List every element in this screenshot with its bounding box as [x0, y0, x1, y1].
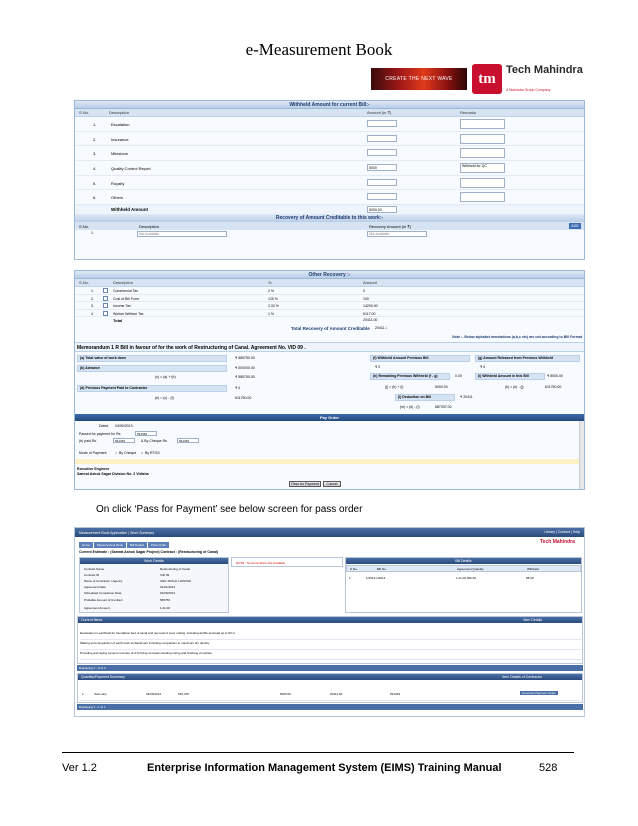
memo-a-value: ₹ 585750.00 — [235, 356, 255, 360]
summary-row — [80, 692, 585, 701]
memo-e-label: (e) = (c) - (f) — [155, 396, 174, 400]
other-recovery-screenshot — [74, 270, 585, 490]
or-col-pct: % — [268, 280, 272, 285]
amount-input[interactable] — [367, 120, 397, 127]
sum-cell: 536,705 — [178, 692, 189, 696]
other-recovery-row — [75, 287, 584, 295]
cheque-label: & By Cheque Rs. — [141, 439, 168, 443]
rec-col-desc: Description — [139, 223, 160, 229]
withheld-row — [75, 190, 584, 205]
item-desc: Providing and laying cement concrete (1:2:4) lining of canal including curing and finishing of surface — [80, 651, 213, 655]
memo-h-value: 0.00 — [455, 374, 462, 378]
paid-label: (b) paid Rs. — [79, 439, 98, 443]
bd-col: Agreement Quantity — [457, 567, 484, 571]
radio-cheque-label: By Cheque — [119, 451, 137, 455]
mode-label: Mode of Payment — [79, 451, 107, 455]
note-row — [75, 332, 584, 342]
kv-label: Agreement Amount — [84, 606, 110, 610]
item-details-title: Item Details — [523, 618, 542, 622]
current-items-panel — [77, 616, 583, 664]
memo-j-value: 5000.00 — [435, 385, 448, 389]
other-recovery-row — [75, 310, 584, 318]
or-pct: 2.32 % — [268, 304, 279, 308]
row-desc: Royalty — [111, 180, 125, 186]
remark-input[interactable] — [460, 148, 505, 158]
kv-label: Contract ID — [84, 573, 100, 577]
memo-l-value: ₹ 20411 — [460, 395, 473, 399]
remark-input[interactable] — [460, 134, 505, 144]
footer-page-number: 528 — [539, 762, 558, 774]
radio-rtgs-label: By RTGS — [145, 451, 160, 455]
tm-logo-text: Tech Mahindra — [506, 64, 583, 76]
withheld-row — [75, 132, 584, 147]
kv-value: Restructuring of Canal — [160, 567, 190, 571]
remark-input[interactable]: Withheld for QC — [460, 163, 505, 173]
sum-cell: 5000.00 — [280, 692, 291, 696]
kv-label: Scheduled Completion Date — [84, 591, 122, 595]
withheld-header — [75, 109, 584, 117]
note-text: Note :- Below alphabet annotations (a,b,c etc) are not according to Bill Format — [452, 335, 582, 339]
work-details-panel — [79, 557, 229, 613]
row-num: 2. — [93, 136, 97, 142]
memo-m-label: (m) = (k) - (l) — [400, 405, 420, 409]
app-topbar-title: Measurement Book Application | Work Summary — [79, 530, 155, 535]
radio-rtgs[interactable]: ○ — [141, 451, 144, 455]
amount-input[interactable] — [367, 149, 397, 156]
recovery-title: Recovery of Amount Creditable to this work:- — [75, 214, 584, 222]
sum-cell: 1. — [82, 692, 85, 696]
pay-order-bar: Pay Order — [75, 414, 584, 421]
current-items-header — [78, 617, 582, 623]
sum-cell: Summary — [94, 692, 107, 696]
item-row — [80, 641, 585, 650]
bd-cell: 1. — [349, 576, 352, 580]
notice-panel — [231, 557, 343, 567]
sum-cell: 591339 — [390, 692, 401, 696]
kv-value: VID 09 — [160, 573, 170, 577]
recovery-desc-input[interactable]: Not available — [137, 231, 227, 237]
generate-pay-order-button[interactable]: Generate Payment Order — [522, 691, 556, 695]
kv-value: 585750 — [160, 598, 171, 602]
row-num: 3. — [93, 151, 97, 157]
bd-cell[interactable]: 1/2013-1/2014 — [366, 576, 386, 580]
caption-text: On click ‘Pass for Payment’ see below screen for pass order — [96, 504, 363, 515]
memo-i-value: ₹ 5000.00 — [547, 374, 563, 378]
tab-home[interactable]: Home — [79, 542, 93, 548]
item-row — [80, 631, 585, 640]
work-details-header: Work Details — [80, 558, 228, 564]
withheld-total-row — [75, 205, 584, 214]
passed-input[interactable]: 591339 — [135, 431, 157, 436]
kv-value: 1,21,00 — [160, 606, 171, 610]
pay-order-body — [75, 421, 584, 490]
tab-measurement-book[interactable]: Measurement Book — [94, 542, 126, 548]
bill-details-header: Bill Details — [346, 558, 581, 564]
paid-input[interactable]: 591339 — [113, 438, 135, 443]
memo-k-value: 611750.00 — [545, 385, 562, 389]
or-desc: Income Tax — [113, 304, 131, 308]
app-tabs — [79, 542, 169, 548]
withheld-total-value: 5000.00 — [367, 206, 397, 213]
tab-pass-order[interactable]: Pass Order — [148, 542, 169, 548]
memo-f-value: ₹ 0 — [375, 365, 381, 369]
memo-h-label: (h) Remaining Previous Withheld (f - g) — [370, 373, 450, 380]
withheld-row — [75, 161, 584, 176]
kv-label: Name of Contractor / Agency — [84, 579, 123, 583]
row-num: 5. — [93, 180, 97, 186]
or-checkbox[interactable] — [103, 303, 108, 308]
top-links[interactable]: Library | Contact | Help — [544, 530, 580, 534]
other-recovery-row — [75, 295, 584, 303]
or-total-label: Total — [113, 318, 123, 323]
tab-bill-details[interactable]: Bill Details — [127, 542, 147, 548]
row-desc: Quality Control Report — [111, 166, 151, 172]
tm-logo-tagline: A Mahindra Group Company — [506, 88, 551, 92]
footer-divider — [62, 752, 574, 753]
or-total-value: 20411.00 — [363, 318, 378, 322]
row-num: 1. — [93, 122, 97, 127]
memo-e-value: 611750.00 — [235, 396, 252, 400]
memo-b-label: (b) Advance — [77, 365, 227, 372]
radio-cheque[interactable]: ○ — [115, 451, 118, 455]
or-checkbox[interactable] — [103, 288, 108, 293]
item-desc: Excavation in earth/soil for foundation bed of canal and removal of mud, cutting, including all lifts and lead up to 50 m — [80, 631, 236, 635]
pager-2[interactable] — [77, 704, 583, 710]
withheld-total-label: Withheld Amount — [111, 207, 149, 213]
dated-label: Dated — [99, 424, 109, 428]
or-desc: Cost of Bill Form — [113, 296, 139, 301]
remark-input[interactable] — [460, 119, 505, 129]
memo-d-label: (d) Previous Payment Paid to Contractor — [77, 385, 227, 392]
exec-label: Executive Engineer — [77, 467, 110, 471]
or-col-amount: Amount — [363, 280, 377, 285]
recovery-header — [75, 222, 584, 230]
memo-m-value: 687337.00 — [435, 405, 452, 409]
kv-value: ANIL SINGH, HOSTAR — [160, 579, 191, 583]
dated-value: 04/09/2013 — [115, 424, 133, 428]
kv-value: 01/01/2013 — [160, 585, 176, 589]
amount-input[interactable] — [367, 179, 397, 186]
pager-1-text: Displaying 1 - 3 of 3 — [79, 666, 106, 670]
or-pct: 125 % — [268, 296, 278, 301]
summary-panel — [77, 673, 583, 703]
or-amount: 6117.00 — [363, 311, 376, 316]
or-desc: Worker Welfare Tax — [113, 311, 144, 316]
bd-col: Bill No. — [377, 567, 387, 571]
amount-input[interactable]: 5000 — [367, 164, 397, 171]
memo-i-label: (i) Withheld Amount in this Bill — [475, 373, 545, 380]
app-logo: Tech Mahindra — [540, 539, 575, 545]
logo-wave-text: CREATE THE NEXT WAVE — [385, 76, 453, 82]
rec-num: 1. — [91, 231, 94, 236]
or-col-desc: Description — [113, 280, 134, 285]
remark-input[interactable] — [460, 178, 505, 188]
app-topbar — [75, 528, 584, 537]
col-sno: S.No. — [79, 110, 90, 115]
total-recovery-value: 20411 /- — [375, 326, 388, 330]
kv-label: Contract Name — [84, 567, 105, 571]
memo-j-label: (j) = (h) + (i) — [385, 385, 404, 389]
col-remarks: Remarks — [460, 110, 477, 115]
or-num: 2. — [91, 296, 94, 301]
row-desc: Milestone — [111, 151, 129, 157]
notice-text: NOTE : No Items Were Not Available — [236, 561, 286, 565]
or-pct: 2 % — [268, 289, 275, 293]
exec-name: Samrat Ashok Sagar Division No. 2 Vidisha — [77, 472, 149, 476]
total-recovery-label: Total Recovery of Amount Creditable — [291, 326, 370, 331]
recovery-row — [75, 230, 584, 238]
withheld-title: Withheld Amount for current Bill:- — [75, 101, 584, 109]
footer-version: Ver 1.2 — [62, 762, 97, 774]
other-recovery-title: Other Recovery :- — [75, 271, 584, 279]
or-total-row — [75, 317, 584, 324]
memo-d-value: ₹ 0 — [235, 386, 241, 390]
row-desc: Others — [111, 195, 124, 201]
memo-c-label: (c) = (a) + (b) — [155, 375, 176, 379]
col-description: Description — [109, 110, 130, 115]
bd-col: S.No. — [350, 567, 358, 571]
rec-col-sno: S.No. — [79, 223, 90, 229]
amount-input[interactable] — [367, 193, 397, 200]
row-num: 4. — [93, 166, 97, 172]
withheld-screenshot — [74, 100, 585, 260]
highlight-strip — [75, 459, 581, 464]
memo-g-value: ₹ 0 — [480, 365, 486, 369]
other-recovery-row — [75, 302, 584, 310]
or-num: 1. — [91, 289, 94, 293]
bill-details-cols — [346, 565, 581, 572]
memo-l-label: (l) Deduction on Bill — [395, 394, 455, 401]
amount-input[interactable] — [367, 135, 397, 142]
or-checkbox[interactable] — [103, 296, 108, 301]
memorandum-title: Memorandum 1 R Bill in favour of for the work of Restructuring of Canal. Agreement No. VID 09 . — [75, 342, 584, 352]
current-items-title: Current Items — [81, 618, 103, 622]
pass-order-screenshot — [74, 527, 585, 717]
bd-cell: 1,21,00,000.00 — [456, 576, 477, 580]
create-next-wave-logo — [371, 68, 467, 90]
add-recovery-button[interactable]: ADD — [569, 223, 581, 229]
or-amount: 0 — [363, 289, 365, 293]
sum-cell: 20411.00 — [330, 692, 343, 696]
withheld-row — [75, 146, 584, 161]
item-row — [80, 651, 585, 660]
footer-title: Enterprise Information Management System (EIMS) Training Manual — [147, 762, 502, 774]
kv-label: Agreement Date — [84, 585, 106, 589]
memo-c-value: ₹ 585750.00 — [235, 375, 255, 379]
or-num: 4. — [91, 311, 94, 316]
total-recovery-row — [75, 324, 584, 332]
memo-g-label: (g) Amount Released from Previous Withheld — [475, 355, 580, 362]
bd-cell: 58.00 — [526, 576, 534, 580]
bd-col: Withheld — [527, 567, 539, 571]
document-title: e-Measurement Book — [245, 40, 393, 59]
other-recovery-header — [75, 279, 584, 287]
memo-f-label: (f) Withheld Amount Previous Bill — [370, 355, 470, 362]
or-checkbox[interactable] — [103, 311, 108, 316]
pager-2-text: Displaying 1 - 1 of 1 — [79, 705, 106, 709]
col-amount: Amount (in ₹) — [367, 110, 392, 115]
row-desc: Escalation — [111, 122, 130, 127]
sum-cell: 04/09/2013 — [146, 692, 162, 696]
recovery-amount-input[interactable]: Not available — [367, 231, 427, 237]
pass-for-payment-button[interactable]: Pass for Payment — [289, 481, 321, 487]
row-num: 6. — [93, 195, 97, 201]
memo-k-label: (k) = (e) - (j) — [505, 385, 524, 389]
tm-mark-icon: tm — [472, 64, 502, 94]
summary-title: Quantity/Payment Summary — [81, 675, 125, 679]
or-num: 3. — [91, 304, 94, 308]
or-amount: 100 — [363, 296, 369, 301]
memo-b-value: ₹ 000000.00 — [235, 366, 255, 370]
rec-col-amount: Recovery Amount (in ₹) — [369, 223, 412, 229]
pager-1[interactable] — [77, 665, 583, 671]
remark-input[interactable] — [460, 192, 505, 202]
kv-value: 01/06/2013 — [160, 591, 176, 595]
passed-label: Passed for payment for Rs. — [79, 432, 122, 436]
memorandum-grid — [75, 352, 584, 414]
tech-mahindra-logo — [472, 64, 592, 96]
withheld-row — [75, 176, 584, 191]
or-amount: 14293.00 — [363, 304, 378, 308]
summary-right-title: Item Details of Contractor — [502, 675, 542, 679]
kv-label: Probable Amount of Contract — [84, 598, 123, 602]
cheque-input[interactable]: 591339 — [177, 438, 199, 443]
item-desc: Making and compaction of earth work embankment including compaction to maximum dry density — [80, 641, 210, 645]
bill-details-panel — [345, 557, 582, 613]
row-desc: Insurance — [111, 136, 129, 142]
or-desc: Commercial Tax — [113, 289, 139, 293]
scrollbar[interactable] — [579, 421, 584, 490]
or-col-sno: S.No. — [79, 280, 90, 285]
current-estimate: Current Estimate : (Samrat Ashok Sagar Project) Contract : (Restructuring of Canal) — [79, 550, 219, 554]
memo-a-label: (a) Total value of work done — [77, 355, 227, 362]
cancel-button[interactable]: Cancel — [323, 481, 341, 487]
or-pct: 1 % — [268, 311, 275, 316]
withheld-row — [75, 117, 584, 132]
summary-header — [78, 674, 582, 680]
